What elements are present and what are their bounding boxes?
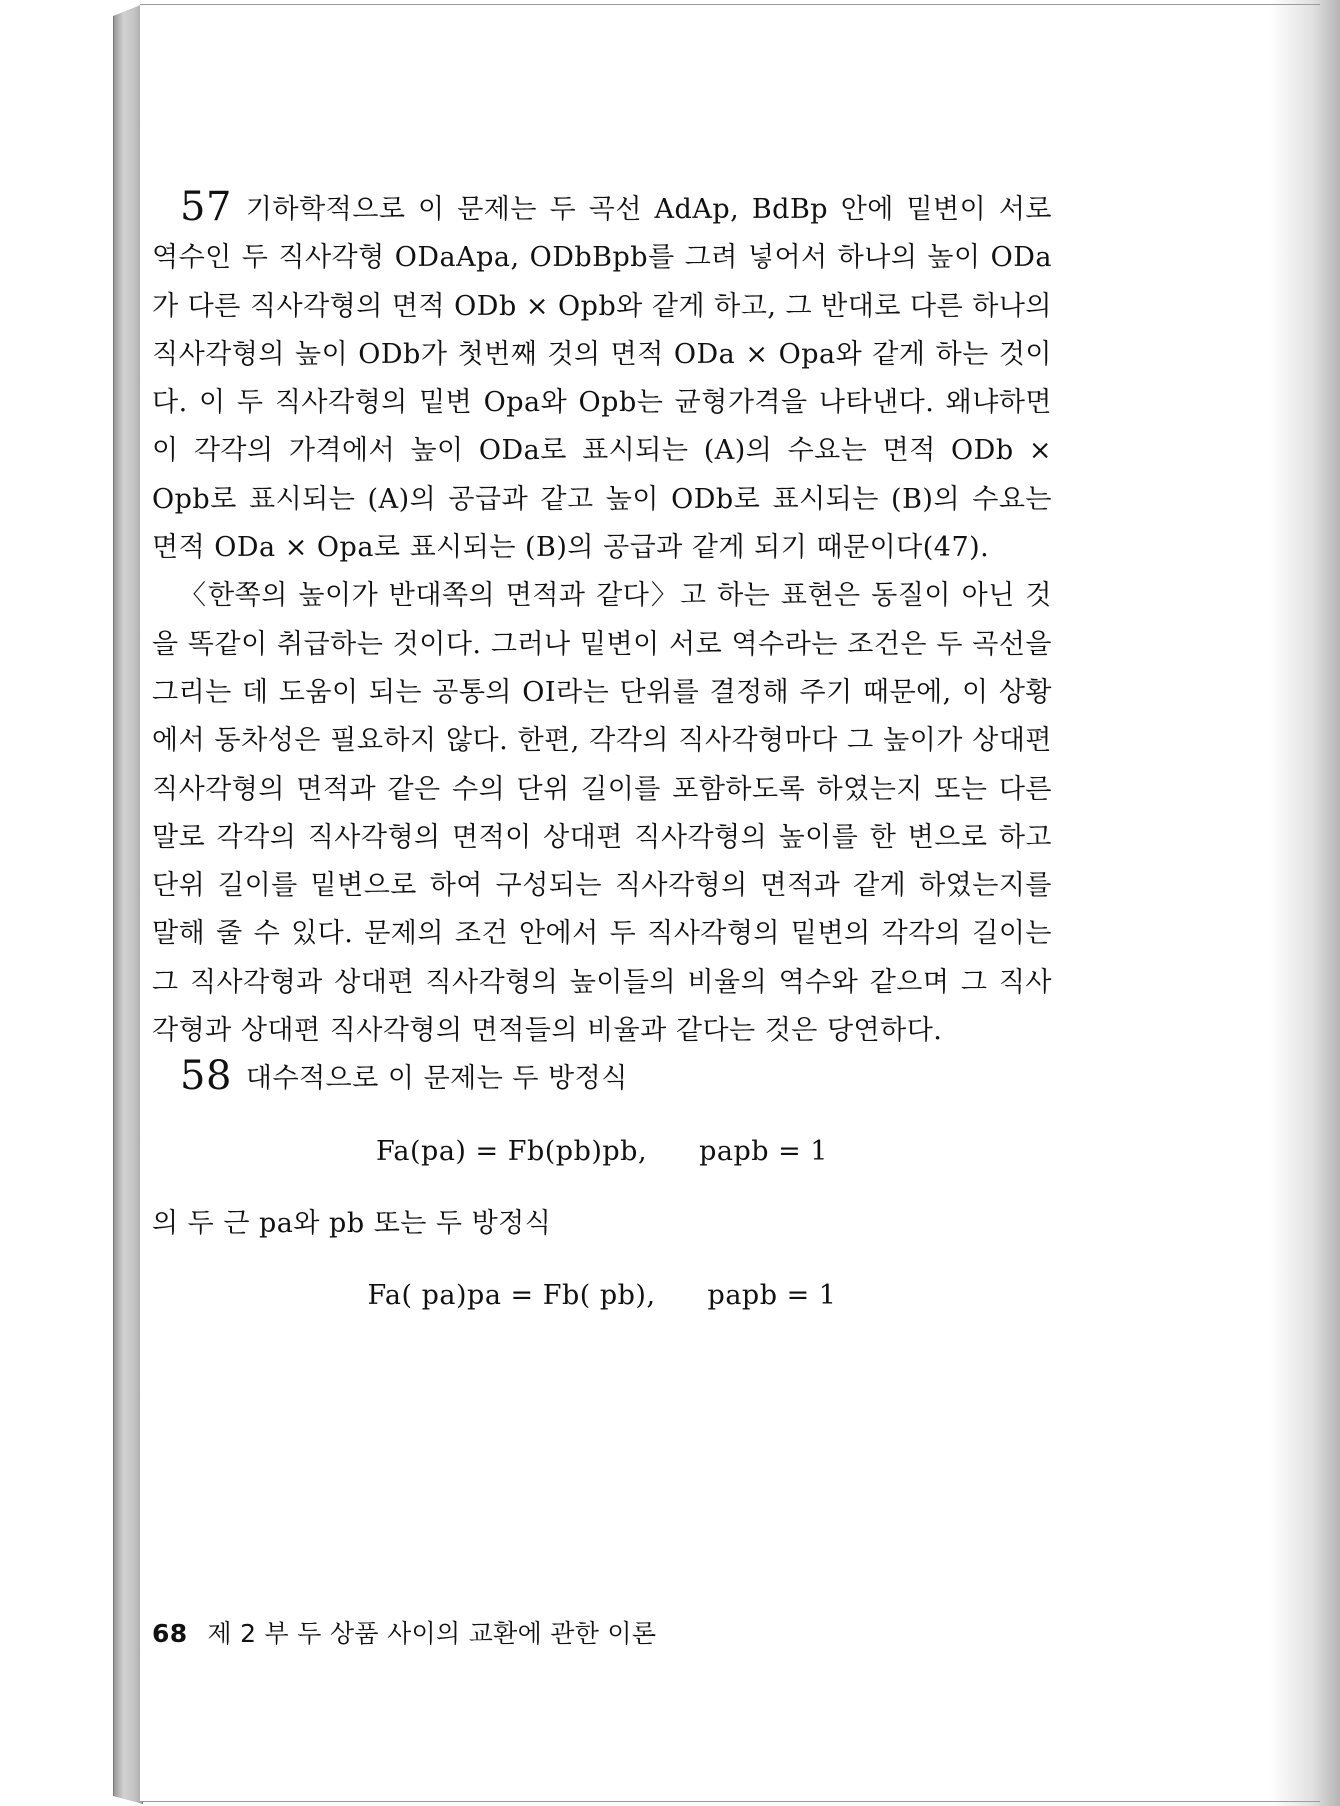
equation-1-right: papb = 1 <box>699 1135 828 1167</box>
note-57-text-1: 기하학적으로 이 문제는 두 곡선 AdAp, BdBp 안에 밑변이 서로 역수인 두 직사각형 ODaApa, ODbBpb를 그려 넣어서 하나의 높이 ODa가 다른 직사각형의 면적 ODb × Opb와 같게 하고, 그 반대로 다른 하나의 직사각형의 높이 ODb가 첫번째 것의 면적 ODa × Opa와 같게 하는 것이다. 이 두 직사각형의 밑변 Opa와 Opb는 균형가격을 나타낸다. 왜냐하면 이 각각의 가격에서 높이 ODa로 표시되는 (A)의 수요는 면적 ODb × Opb로 표시되는 (A)의 공급과 같고 높이 ODb로 표시되는 (B)의 수요는 면적 ODa × Opa로 표시되는 (B)의 공급과 같게 되기 때문이다(47). <box>152 194 1052 564</box>
note-58-intro-text: 대수적으로 이 문제는 두 방정식 <box>245 1063 628 1095</box>
page-edge-shadow <box>1270 0 1340 1806</box>
page-footer <box>152 1614 656 1650</box>
page-body <box>152 186 1052 1344</box>
note-57-paragraph-1 <box>152 186 1052 572</box>
page-number: 68 <box>152 1619 188 1648</box>
note-58-between: 의 두 근 pa와 pb 또는 두 방정식 <box>152 1207 552 1239</box>
equation-2-left: Fa( pa)pa = Fb( pb), <box>367 1279 656 1311</box>
note-57-paragraph-2: 〈한쪽의 높이가 반대쪽의 면적과 같다〉고 하는 표현은 동질이 아닌 것을 똑같이 취급하는 것이다. 그러나 밑변이 서로 역수라는 조건은 두 곡선을 그리는 데 도움이 되는 공통의 OI라는 단위를 결정해 주기 때문에, 이 상황에서 동차성은 필요하지 않다. 한편, 각각의 직사각형마다 그 높이가 상대편 직사각형의 면적과 같은 수의 단위 길이를 포함하도록 하였는지 또는 다른 말로 각각의 직사각형의 면적이 상대편 직사각형의 높이를 한 변으로 하고 단위 길이를 밑변으로 하여 구성되는 직사각형의 면적과 같게 하였는지를 말해 줄 수 있다. 문제의 조건 안에서 두 직사각형의 밑변의 각각의 길이는 그 직사각형과 상대편 직사각형의 높이들의 비율의 역수와 같으며 그 직사각형과 상대편 직사각형의 면적들의 비율과 같다는 것은 당연하다. <box>152 580 1052 1047</box>
note-57-number: 57 <box>180 184 232 230</box>
equation-1 <box>152 1128 1052 1176</box>
note-58-intro <box>152 1055 1052 1103</box>
note-58-number: 58 <box>180 1053 232 1100</box>
equation-1-left: Fa(pa) = Fb(pb)pb, <box>376 1135 648 1167</box>
equation-2-right: papb = 1 <box>707 1279 837 1311</box>
running-footer-title: 제 2 부 두 상품 사이의 교환에 관한 이론 <box>207 1619 657 1648</box>
book-spine <box>113 4 143 1804</box>
equation-2 <box>152 1272 1052 1320</box>
